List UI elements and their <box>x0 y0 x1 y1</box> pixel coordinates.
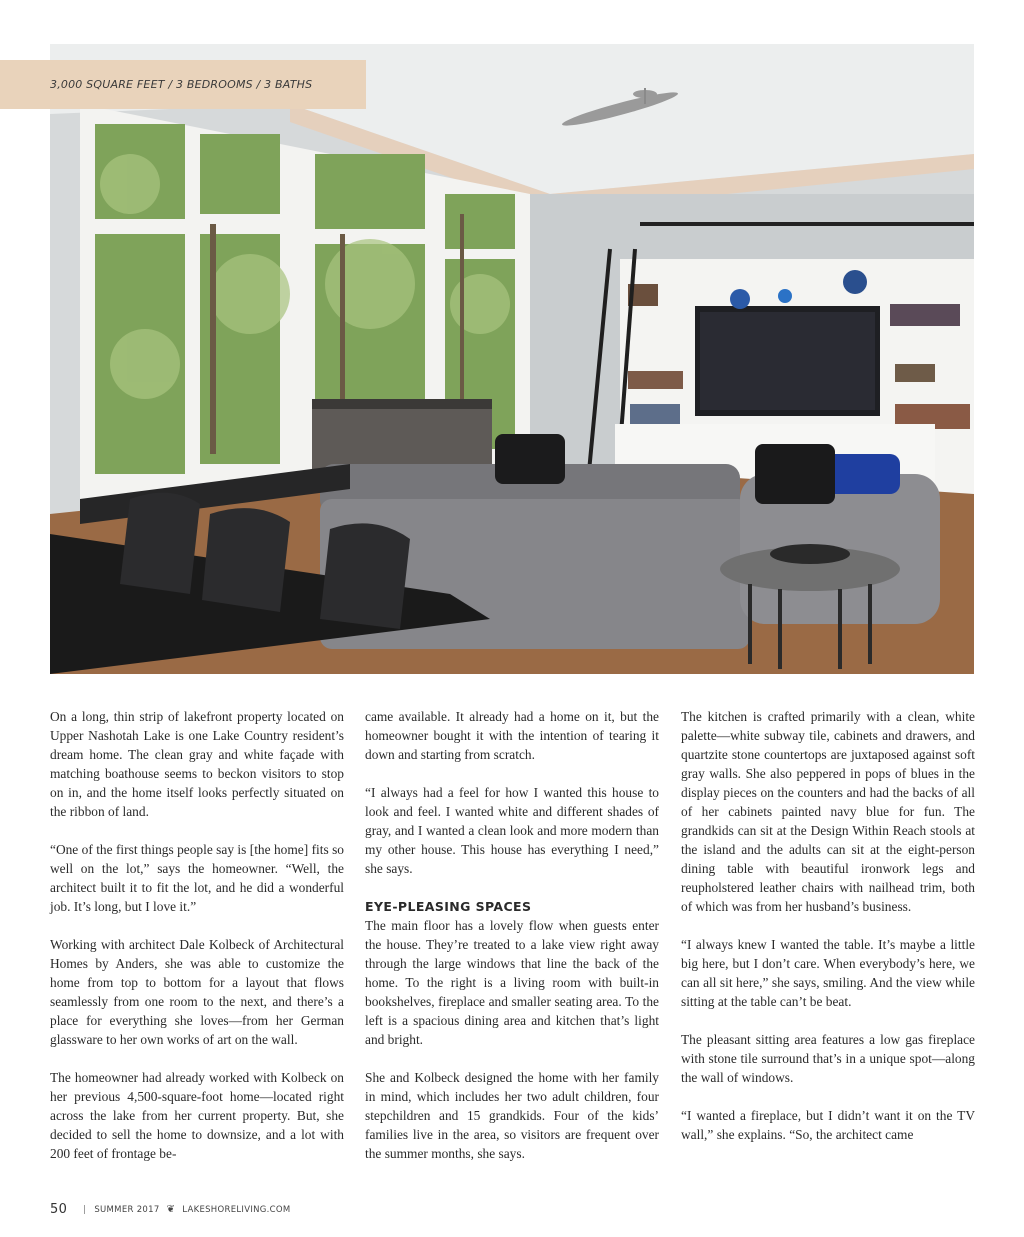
leaf-icon: ❦ <box>166 1204 176 1215</box>
paragraph: The homeowner had already worked with Kolbeck on her previous 4,500-square-foot home—located right across the lake from her current property. But, she decided to sell the home to downsize, and a lot with 200 feet of frontage be- <box>50 1070 344 1161</box>
paragraph: The main floor has a lovely flow when guests enter the house. They’re treated to a lake view right away through the large windows that line the back of the home. To the right is a living room with built-in bookshelves, fireplace and smaller seating area. To the left is a spacious dining area and kitchen that’s light and bright. <box>365 918 659 1047</box>
article-column-1 <box>50 707 344 1182</box>
paragraph: “I always knew I wanted the table. It’s maybe a little big here, but I don’t care. When everybody’s here, we can all sit here,” she says, smiling. And the view while sitting at the table can’t be beat. <box>681 937 975 1009</box>
paragraph: came available. It already had a home on it, but the homeowner bought it with the intention of tearing it down and starting from scratch. <box>365 709 659 762</box>
page-footer <box>50 1202 291 1217</box>
paragraph: “I always had a feel for how I wanted this house to look and feel. I wanted white and different shades of gray, and I wanted a clean look and more modern than my other house. This house has everything I need,” she says. <box>365 785 659 876</box>
article-column-2 <box>365 707 659 1182</box>
paragraph: Working with architect Dale Kolbeck of Architectural Homes by Anders, she was able to customize the home from top to bottom for a layout that flows seamlessly from one room to the next, and there’s a place for everything she loves—from her German glassware to her own works of art on the wall. <box>50 937 344 1047</box>
living-room-photo <box>50 44 974 674</box>
footer-separator: | <box>83 1204 87 1215</box>
paragraph: “I wanted a fireplace, but I didn’t want it on the TV wall,” she explains. “So, the architect came <box>681 1108 975 1142</box>
issue-label: SUMMER 2017 <box>94 1204 160 1215</box>
paragraph: “One of the first things people say is [the home] fits so well on the lot,” says the homeowner. “Well, the architect built it to fit the lot, and he did a wonderful job. It’s long, but I love it.” <box>50 842 344 914</box>
paragraph: The pleasant sitting area features a low gas fireplace with stone tile surround that’s in a unique spot—along the wall of windows. <box>681 1032 975 1085</box>
specs-banner <box>0 60 366 109</box>
article-column-3 <box>681 707 975 1163</box>
paragraph: On a long, thin strip of lakefront property located on Upper Nashotah Lake is one Lake Country resident’s dream home. The clean gray and white façade with matching boathouse seems to beckon visitors to stop on in, and the home itself looks perfectly situated on the ribbon of land. <box>50 709 344 819</box>
website-label: LAKESHORELIVING.COM <box>182 1204 291 1215</box>
section-subhead: EYE-PLEASING SPACES <box>365 899 532 914</box>
page-number: 50 <box>50 1202 68 1217</box>
specs-banner-text: 3,000 SQUARE FEET / 3 BEDROOMS / 3 BATHS <box>50 78 313 91</box>
paragraph: The kitchen is crafted primarily with a clean, white palette—white subway tile, cabinets and drawers, and quartzite stone countertops are juxtaposed against soft gray walls. She also peppered in pops of blues in the display pieces on the counters and had the backs of all of her cabinets painted navy blue for fun. The grandkids can sit at the Design Within Reach stools at the island and the adults can sit at the eight-person dining table with beautiful ironwork legs and reupholstered leather chairs with nailhead trim, both of which was from her husband’s business. <box>681 709 975 914</box>
paragraph: She and Kolbeck designed the home with her family in mind, which includes her two adult children, four stepchildren and 15 grandkids. Four of the kids’ families live in the area, so visitors are frequent over the summer months, she says. <box>365 1070 659 1161</box>
